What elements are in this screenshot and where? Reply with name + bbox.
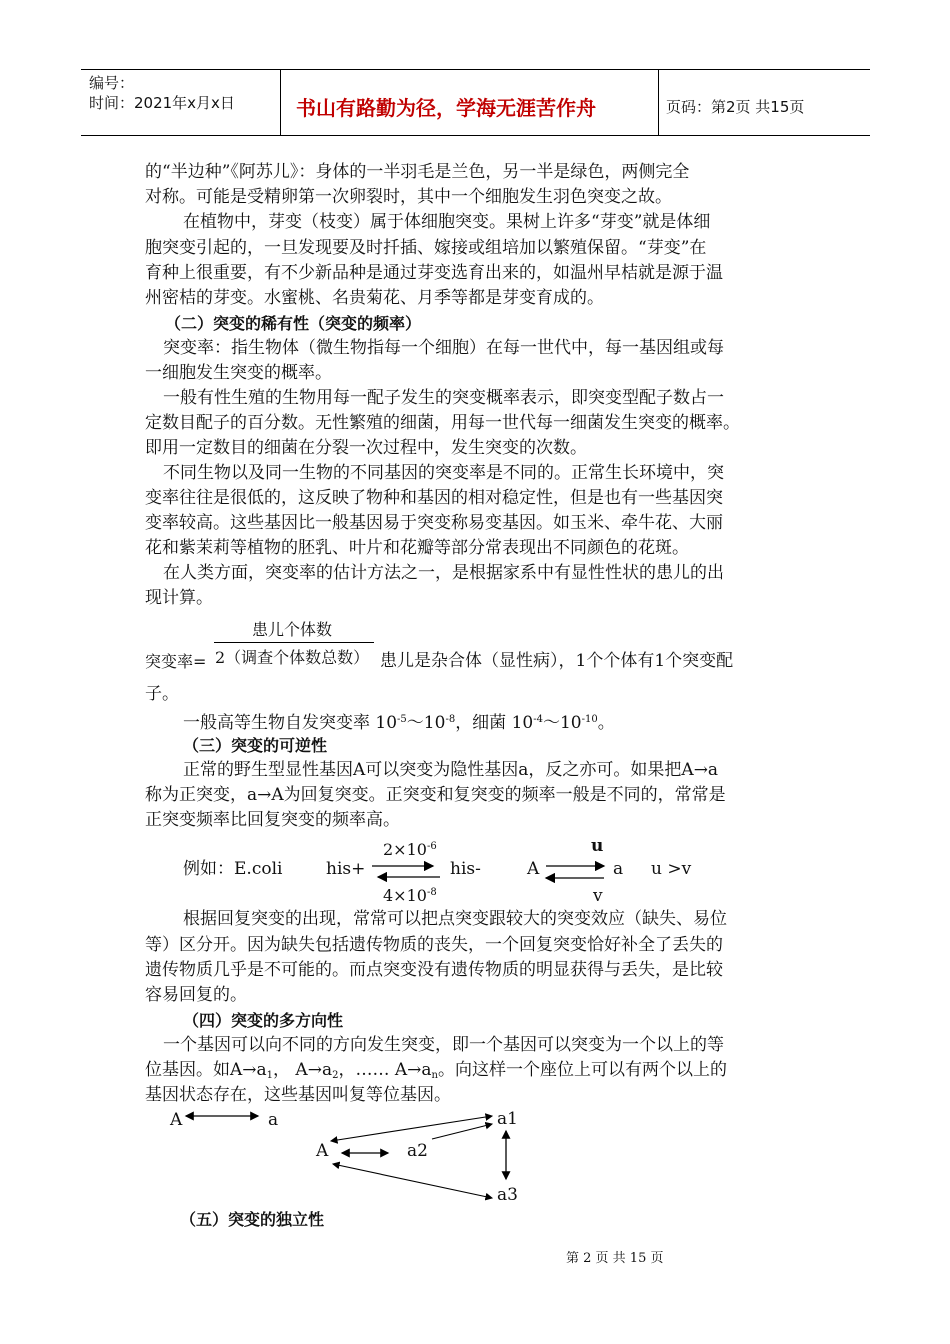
header-number: 编号：	[89, 74, 135, 92]
para7-line3: 正突变频率比回复突变的频率高。	[145, 810, 400, 830]
para9-line2: 位基因。如$A\to a_1$， $A\to a_2$，…… $A\to a_n$。向这样一个座位上可以有两个以上的	[145, 1060, 727, 1081]
para1-line1: 的“半边种”《阿苏儿》：身体的一半羽毛是兰色，另一半是绿色，两侧完全	[145, 162, 690, 182]
eq-reverse-rate: $4\times 10^{-8}$	[383, 886, 437, 905]
footer-page-number: 第 2 页 共 15 页	[566, 1251, 664, 1266]
eq-A: A	[527, 859, 540, 879]
diagram-a2: a2	[407, 1141, 428, 1161]
para9-line1: 一个基因可以向不同的方向发生突变，即一个基因可以突变为一个以上的等	[163, 1035, 724, 1055]
A-a1-double-arrow-icon	[331, 1116, 492, 1141]
para1-line2: 对称。可能是受精卵第一次卵裂时，其中一个细胞发生羽色突变之故。	[145, 187, 672, 207]
section-heading-5: （五）突变的独立性	[180, 1210, 325, 1229]
para8-line4: 容易回复的。	[145, 985, 247, 1005]
para7-line1: 正常的野生型显性基因A可以突变为隐性基因a，反之亦可。如果把A→a	[183, 760, 719, 780]
section-heading-3: （三）突变的可逆性	[183, 736, 328, 755]
para6-line2: 现计算。	[145, 588, 213, 608]
mutation-rate-line: 一般高等生物自发突变率 $10^{-5}\sim 10^{-8}$，细菌 $10^{-4}\sim 10^{-10}$。	[183, 713, 615, 733]
eq-u: u	[591, 836, 604, 856]
eq-v: v	[593, 886, 603, 906]
eq-forward-rate: $2\times 10^{-6}$	[383, 840, 437, 859]
header-motto: 书山有路勤为径，学海无涯苦作舟	[296, 96, 596, 120]
para4-line1: 一般有性生殖的生物用每一配子发生的突变概率表示，即突变型配子数占一	[163, 388, 724, 408]
para2-line3: 育种上很重要，有不少新品种是通过芽变选育出来的，如温州早桔就是源于温	[145, 263, 723, 283]
fraction-explanation: 患儿是杂合体（显性病），1个个体有1个突变配	[380, 651, 734, 671]
diagram-a3: a3	[497, 1185, 518, 1205]
para9-line3: 基因状态存在，这些基因叫复等位基因。	[145, 1085, 451, 1105]
para2-line2: 胞突变引起的，一旦发现要及时扦插、嫁接或组培加以繁殖保留。“芽变”在	[145, 238, 707, 258]
para3-line2: 一细胞发生突变的概率。	[145, 363, 332, 383]
para7-line2: 称为正突变，a→A为回复突变。正突变和复突变的频率一般是不同的，常常是	[145, 785, 726, 805]
diagram-A-left: A	[170, 1110, 183, 1130]
section-heading-4: （四）突变的多方向性	[183, 1011, 344, 1030]
eq-label: 例如：E.coli	[183, 859, 283, 879]
para8-line3: 遗传物质几乎是不可能的。而点突变没有遗传物质的明显获得与丢失，是比较	[145, 960, 723, 980]
diagram-a-left: a	[268, 1110, 279, 1130]
diagram-A-center: A	[316, 1141, 329, 1161]
diagram-a1: a1	[497, 1109, 518, 1129]
para4-line3: 即用一定数目的细菌在分裂一次过程中，发生突变的次数。	[145, 438, 587, 458]
eq-his-minus: his-	[450, 859, 481, 879]
a2-a1-arrow-icon	[432, 1124, 492, 1139]
para5-line3: 变率较高。这些基因比一般基因易于突变称易变基因。如玉米、牵牛花、大丽	[145, 513, 723, 533]
fraction-denominator: 2（调查个体数总数）	[215, 648, 370, 667]
para2-line1: 在植物中，芽变（枝变）属于体细胞突变。果树上许多“芽变”就是体细	[183, 212, 711, 232]
eq-a: a	[613, 859, 624, 879]
para5-line2: 变率往往是很低的，这反映了物种和基因的相对稳定性，但是也有一些基因突	[145, 488, 723, 508]
header-time: 时间：2021年x月x日	[89, 94, 235, 112]
para4-line2: 定数目配子的百分数。无性繁殖的细菌，用每一世代每一细菌发生突变的概率。	[145, 413, 740, 433]
para2-line4: 州密桔的芽变。水蜜桃、名贵菊花、月季等都是芽变育成的。	[145, 288, 604, 308]
eq-u-gt-v: u >v	[651, 859, 692, 879]
para3-line1: 突变率：指生物体（微生物指每一个细胞）在每一世代中，每一基因组或每	[163, 338, 724, 358]
para6-line1: 在人类方面，突变率的估计方法之一，是根据家系中有显性性状的患儿的出	[163, 563, 724, 583]
A-a3-double-arrow-icon	[333, 1164, 492, 1198]
section-heading-2: （二）突变的稀有性（突变的频率）	[165, 314, 422, 333]
para5-line1: 不同生物以及同一生物的不同基因的突变率是不同的。正常生长环境中，突	[163, 463, 724, 483]
fraction-numerator: 患儿个体数	[252, 620, 333, 639]
header-page-number: 页码：第2页 共15页	[666, 98, 805, 116]
fraction-prefix: 突变率=	[145, 652, 207, 671]
para5-line4: 花和紫茉莉等植物的胚乳、叶片和花瓣等部分常表现出不同颜色的花斑。	[145, 538, 689, 558]
eq-his-plus: his+	[326, 859, 366, 879]
para8-line1: 根据回复突变的出现，常常可以把点突变跟较大的突变效应（缺失、易位	[183, 909, 727, 929]
para8-line2: 等）区分开。因为缺失包括遗传物质的丧失，一个回复突变恰好补全了丢失的	[145, 935, 723, 955]
fraction-explanation-cont: 子。	[145, 684, 179, 704]
